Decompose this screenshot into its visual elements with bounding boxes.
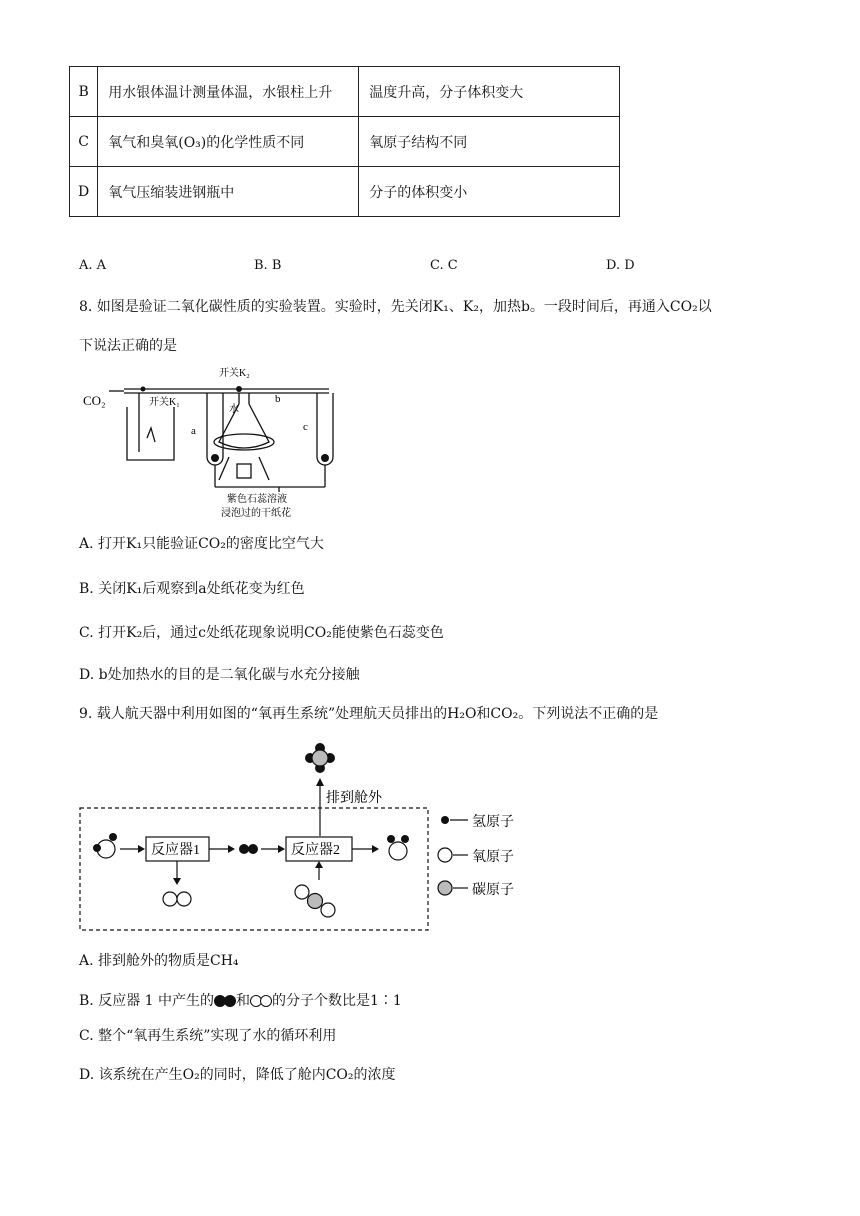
h2o-input-icon: [93, 833, 117, 858]
a-label: a: [191, 425, 196, 437]
q7-choice-c[interactable]: C. C: [430, 258, 458, 273]
table-row: [70, 167, 620, 217]
vent-label: 排到舱外: [326, 791, 382, 806]
legend: [438, 814, 514, 898]
co2-inlet-label: CO₂: [83, 393, 106, 408]
h2o-output-icon: [387, 835, 409, 860]
q8-option-c[interactable]: C. 打开K₂后，通过c处纸花现象说明CO₂能使紫色石蕊变色: [79, 625, 444, 641]
q8-option-a[interactable]: A. 打开K₁只能验证CO₂的密度比空气大: [79, 536, 324, 552]
q9-stem: 9. 载人航天器中利用如图的“氧再生系统”处理航天员排出的H₂O和CO₂。下列说法不正确的是: [79, 706, 659, 722]
caption-line1: 紫色石蕊溶液: [227, 494, 287, 505]
q8-stem-line2: 下说法正确的是: [79, 338, 177, 354]
row-phenomenon: 氧气和臭氧(O₃)的化学性质不同: [98, 117, 359, 167]
row-phenomenon: 氧气压缩装进钢瓶中: [98, 167, 359, 217]
switch-k2-label: 开关K₂: [219, 368, 250, 379]
co2-apparatus-figure: [79, 362, 349, 522]
q7-choice-a[interactable]: A. A: [79, 258, 107, 273]
q8-option-b[interactable]: B. 关闭K₁后观察到a处纸花变为红色: [79, 581, 305, 597]
valve-k1-icon: [141, 387, 146, 392]
legend-carbon: 碳原子: [472, 883, 514, 898]
valve-k2-icon: [236, 386, 242, 392]
switch-k1-label: 开关K₁: [149, 397, 180, 408]
q9-option-b-prefix: B. 反应器 1 中产生的: [79, 993, 214, 1009]
options-table: [69, 66, 620, 217]
oxygen-atom-icon: [438, 848, 452, 862]
row-key: B: [70, 67, 98, 117]
h2-molecule-icon: [239, 844, 258, 854]
o2-molecule-icon: [260, 995, 272, 1007]
q9-option-b-and: 和: [236, 993, 250, 1009]
q8-stem-line1: 8. 如图是验证二氧化碳性质的实验装置。实验时，先关闭K₁、K₂，加热b。一段时间后，再通入CO₂以: [79, 299, 712, 315]
oxygen-regeneration-figure: [78, 740, 538, 935]
table-row: [70, 117, 620, 167]
reactor1-label: 反应器1: [151, 843, 200, 858]
q7-choice-d[interactable]: D. D: [606, 258, 635, 273]
reactor2-label: 反应器2: [291, 843, 340, 858]
legend-hydrogen: 氢原子: [472, 815, 514, 830]
q7-choice-b[interactable]: B. B: [254, 258, 282, 273]
system-boundary: [80, 808, 428, 930]
c-label: c: [303, 421, 308, 433]
row-key: D: [70, 167, 98, 217]
flower-a-marker: [211, 454, 219, 462]
table-row: [70, 67, 620, 117]
caption-line2: 浸泡过的干纸花: [221, 508, 291, 519]
b-label: b: [275, 393, 281, 405]
h2-molecule-icon: [224, 995, 236, 1007]
row-explanation: 氧原子结构不同: [359, 117, 620, 167]
q9-option-b[interactable]: [79, 990, 402, 1010]
flower-c-marker: [321, 454, 329, 462]
carbon-atom-icon: [438, 881, 452, 895]
row-explanation: 分子的体积变小: [359, 167, 620, 217]
q9-option-a[interactable]: A. 排到舱外的物质是CH₄: [79, 953, 239, 969]
q8-option-d[interactable]: D. b处加热水的目的是二氧化碳与水充分接触: [79, 667, 360, 683]
q9-option-b-suffix: 的分子个数比是1∶1: [272, 993, 402, 1009]
q9-option-c[interactable]: C. 整个“氧再生系统”实现了水的循环利用: [79, 1028, 337, 1044]
row-key: C: [70, 117, 98, 167]
ch4-molecule-icon: [305, 743, 335, 773]
row-explanation: 温度升高，分子体积变大: [359, 67, 620, 117]
water-label: 水: [229, 404, 239, 415]
hydrogen-atom-icon: [441, 816, 449, 824]
q9-option-d[interactable]: D. 该系统在产生O₂的同时，降低了舱内CO₂的浓度: [79, 1067, 396, 1083]
row-phenomenon: 用水银体温计测量体温，水银柱上升: [98, 67, 359, 117]
legend-oxygen: 氧原子: [472, 850, 514, 865]
o2-molecule-icon: [163, 892, 191, 906]
co2-molecule-icon: [295, 885, 335, 917]
